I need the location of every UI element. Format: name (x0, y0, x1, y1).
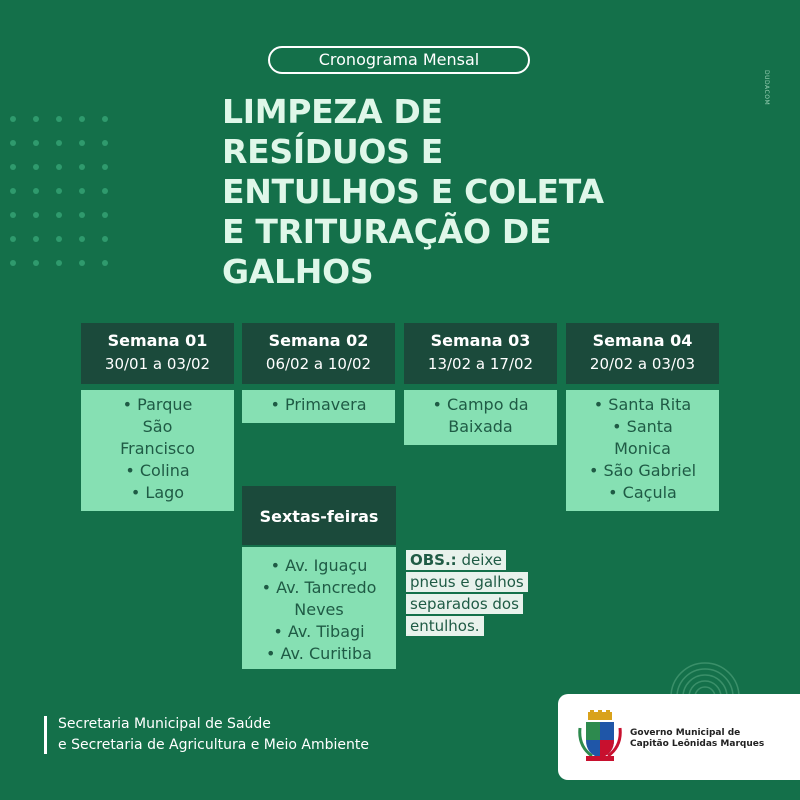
decorative-dot (10, 164, 16, 170)
decorative-dot (10, 188, 16, 194)
municipal-crest-icon (578, 710, 622, 762)
location-line: • São Gabriel (588, 461, 697, 480)
week-dates: 20/02 a 03/03 (589, 355, 696, 373)
decorative-dot (56, 164, 62, 170)
decorative-dot (56, 212, 62, 218)
week-label: Semana 02 (268, 331, 369, 350)
title-line: GALHOS (222, 252, 374, 291)
decorative-dot (102, 164, 108, 170)
decorative-dot (102, 116, 108, 122)
fridays-label: Sextas-feiras (242, 486, 396, 545)
decorative-dot (79, 236, 85, 242)
title-line: E TRITURAÇÃO DE (222, 212, 552, 251)
government-logo-card (558, 694, 800, 780)
location-line: São (142, 417, 173, 436)
obs-line (406, 550, 506, 570)
decorative-dot (10, 212, 16, 218)
week-label: Semana 01 (107, 331, 208, 350)
decorative-dot (33, 212, 39, 218)
obs-line: pneus e galhos (406, 572, 528, 592)
decorative-dot (79, 188, 85, 194)
decorative-dot (102, 212, 108, 218)
week-label: Semana 04 (592, 331, 693, 350)
obs-line: entulhos. (406, 616, 484, 636)
location-line: • Lago (130, 483, 185, 502)
decorative-dot (10, 140, 16, 146)
week-header (81, 323, 234, 384)
decorative-dot (56, 116, 62, 122)
week-header (566, 323, 719, 384)
week-card-3 (404, 323, 557, 445)
title-line: ENTULHOS E COLETA (222, 172, 604, 211)
decorative-dot (79, 164, 85, 170)
location-line: Francisco (120, 439, 195, 458)
title-line: LIMPEZA DE (222, 92, 443, 131)
footer-secretariats (58, 714, 369, 756)
gov-line: Governo Municipal de (630, 728, 741, 738)
obs-line: separados dos (406, 594, 523, 614)
decorative-dot-grid (10, 116, 120, 276)
decorative-dot (10, 236, 16, 242)
decorative-dot (33, 164, 39, 170)
footer-line: e Secretaria de Agricultura e Meio Ambiente (58, 737, 369, 753)
fridays-locations (242, 547, 396, 669)
week-locations (242, 390, 395, 423)
week-locations (404, 390, 557, 445)
location-line: • Santa (612, 417, 673, 436)
obs-prefix: OBS.: (410, 551, 457, 569)
location-line: • Primavera (270, 395, 367, 414)
decorative-dot (10, 260, 16, 266)
obs-text: deixe (461, 551, 503, 569)
decorative-dot (56, 188, 62, 194)
decorative-dot (33, 188, 39, 194)
week-header (242, 323, 395, 384)
decorative-dot (33, 140, 39, 146)
location-line: Neves (294, 600, 344, 619)
decorative-dot (79, 140, 85, 146)
gov-line: Capitão Leônidas Marques (630, 739, 765, 749)
page-title (222, 92, 642, 292)
location-line: Baixada (448, 417, 513, 436)
decorative-dot (102, 140, 108, 146)
location-line: • Campo da (432, 395, 529, 414)
government-name (630, 728, 764, 750)
week-label: Semana 03 (430, 331, 531, 350)
location-line: Monica (614, 439, 671, 458)
week-locations (81, 390, 234, 511)
week-dates: 06/02 a 10/02 (265, 355, 372, 373)
week-dates: 30/01 a 03/02 (104, 355, 211, 373)
title-line: RESÍDUOS E (222, 132, 444, 171)
decorative-dot (33, 260, 39, 266)
decorative-dot (79, 116, 85, 122)
decorative-dot (79, 260, 85, 266)
location-line: • Av. Curitiba (266, 644, 372, 663)
week-dates: 13/02 a 17/02 (427, 355, 534, 373)
location-line: • Santa Rita (593, 395, 692, 414)
fridays-card (242, 486, 396, 669)
footer-line: Secretaria Municipal de Saúde (58, 716, 271, 732)
schedule-pill-label: Cronograma Mensal (268, 46, 530, 74)
location-line: • Caçula (608, 483, 677, 502)
week-locations (566, 390, 719, 511)
decorative-dot (102, 188, 108, 194)
decorative-dot (102, 260, 108, 266)
decorative-dot (33, 116, 39, 122)
decorative-dot (10, 116, 16, 122)
week-card-4 (566, 323, 719, 511)
decorative-dot (56, 236, 62, 242)
week-card-2 (242, 323, 395, 423)
location-line: • Colina (125, 461, 190, 480)
decorative-dot (33, 236, 39, 242)
footer-divider (44, 716, 47, 754)
decorative-dot (56, 260, 62, 266)
week-card-1 (81, 323, 234, 511)
agency-tag: DUDACOM (763, 70, 770, 106)
decorative-dot (79, 212, 85, 218)
location-line: • Av. Tibagi (273, 622, 365, 641)
location-line: • Av. Iguaçu (270, 556, 368, 575)
location-line: • Av. Tancredo (261, 578, 377, 597)
week-header (404, 323, 557, 384)
obs-note (406, 550, 528, 638)
decorative-dot (102, 236, 108, 242)
location-line: • Parque (122, 395, 193, 414)
decorative-dot (56, 140, 62, 146)
